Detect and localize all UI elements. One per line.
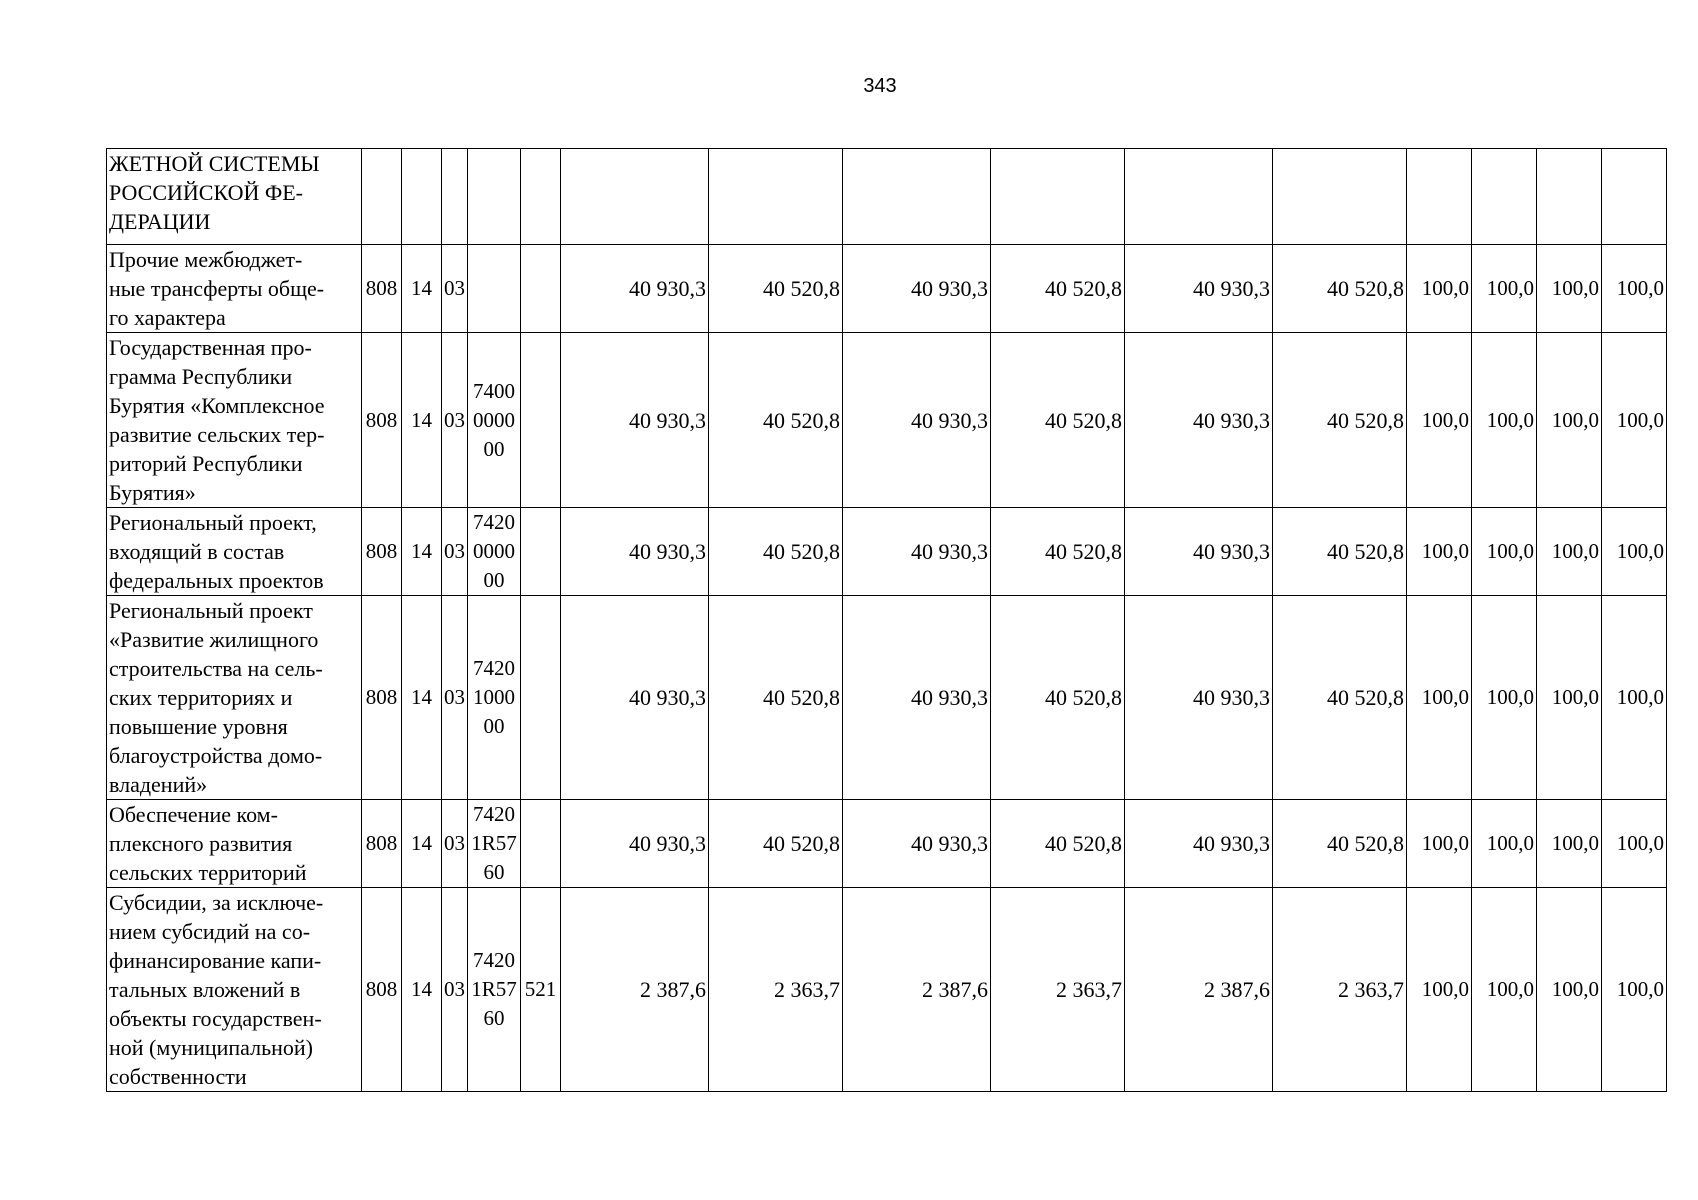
csr-code-line: 60 xyxy=(483,860,505,884)
amount-cell: 40 930,3 xyxy=(1125,245,1273,333)
percent-cell: 100,0 xyxy=(1472,888,1537,1092)
amount-cell: 40 520,8 xyxy=(991,800,1125,888)
percent-cell: 100,0 xyxy=(1407,888,1472,1092)
pr-code: 03 xyxy=(442,888,468,1092)
amount-cell: 2 387,6 xyxy=(561,888,709,1092)
percent-cell: 100,0 xyxy=(1537,800,1602,888)
amount-cell: 40 930,3 xyxy=(1125,508,1273,596)
row-name-line: плексного развития xyxy=(109,831,293,856)
vr-code xyxy=(521,149,561,245)
row-name xyxy=(107,508,362,596)
pr-code: 03 xyxy=(442,596,468,800)
amount-cell xyxy=(991,149,1125,245)
row-name xyxy=(107,333,362,508)
amount-cell: 40 930,3 xyxy=(843,245,991,333)
csr-code-line: 7420 xyxy=(473,510,515,534)
percent-cell xyxy=(1537,149,1602,245)
percent-cell: 100,0 xyxy=(1602,800,1667,888)
table-row xyxy=(107,888,1667,1092)
row-name xyxy=(107,888,362,1092)
csr-code-line: 0000 xyxy=(473,539,515,563)
amount-cell: 40 930,3 xyxy=(1125,800,1273,888)
budget-table xyxy=(106,148,1667,1092)
table-row xyxy=(107,245,1667,333)
amount-cell: 40 930,3 xyxy=(1125,596,1273,800)
row-name-line: владений» xyxy=(109,772,208,797)
percent-cell: 100,0 xyxy=(1602,245,1667,333)
row-name xyxy=(107,596,362,800)
percent-cell: 100,0 xyxy=(1537,508,1602,596)
row-name-line: риторий Республики xyxy=(109,451,303,476)
amount-cell: 40 520,8 xyxy=(709,245,843,333)
percent-cell: 100,0 xyxy=(1407,596,1472,800)
vr-code xyxy=(521,245,561,333)
percent-cell: 100,0 xyxy=(1472,800,1537,888)
vr-code: 521 xyxy=(521,888,561,1092)
row-name-line: Бурятия «Комплексное xyxy=(109,393,325,418)
row-name-line: объекты государствен- xyxy=(109,1006,322,1031)
row-name-line: собственности xyxy=(109,1064,247,1089)
pr-code: 03 xyxy=(442,800,468,888)
row-name-line: сельских территорий xyxy=(109,860,307,885)
percent-cell: 100,0 xyxy=(1602,508,1667,596)
percent-cell: 100,0 xyxy=(1472,508,1537,596)
row-name-line: Прочие межбюджет- xyxy=(109,247,303,272)
row-name xyxy=(107,149,362,245)
percent-cell: 100,0 xyxy=(1407,245,1472,333)
amount-cell: 40 520,8 xyxy=(991,508,1125,596)
percent-cell xyxy=(1602,149,1667,245)
row-name xyxy=(107,800,362,888)
row-name-line: финансирование капи- xyxy=(109,948,322,973)
amount-cell xyxy=(843,149,991,245)
row-name-line: ских территориях и xyxy=(109,685,293,710)
amount-cell: 40 520,8 xyxy=(1273,333,1407,508)
rz-code: 14 xyxy=(402,800,442,888)
csr-code-line: 1R57 xyxy=(471,831,517,855)
row-name-line: Обеспечение ком- xyxy=(109,802,278,827)
gr-code: 808 xyxy=(362,800,402,888)
row-name-line: ДЕРАЦИИ xyxy=(109,209,211,234)
vr-code xyxy=(521,333,561,508)
amount-cell: 2 363,7 xyxy=(991,888,1125,1092)
pr-code xyxy=(442,149,468,245)
amount-cell xyxy=(561,149,709,245)
row-name-line: повышение уровня xyxy=(109,714,288,739)
csr-code xyxy=(468,149,521,245)
csr-code xyxy=(468,333,521,508)
amount-cell: 40 930,3 xyxy=(561,800,709,888)
amount-cell: 40 520,8 xyxy=(1273,596,1407,800)
amount-cell xyxy=(709,149,843,245)
amount-cell: 40 520,8 xyxy=(991,245,1125,333)
row-name-line: развитие сельских тер- xyxy=(109,422,325,447)
amount-cell: 40 930,3 xyxy=(561,508,709,596)
row-name-line: Субсидии, за исключе- xyxy=(109,890,324,915)
percent-cell: 100,0 xyxy=(1602,596,1667,800)
gr-code: 808 xyxy=(362,245,402,333)
percent-cell xyxy=(1407,149,1472,245)
row-name-line: входящий в состав xyxy=(109,539,285,564)
csr-code-line: 7420 xyxy=(473,656,515,680)
table-row xyxy=(107,508,1667,596)
csr-code-line: 0000 xyxy=(473,407,515,432)
row-name-line: «Развитие жилищного xyxy=(109,627,319,652)
amount-cell: 40 520,8 xyxy=(709,333,843,508)
row-name-line: Региональный проект xyxy=(109,598,313,623)
row-name-line: ной (муниципальной) xyxy=(109,1035,314,1060)
gr-code: 808 xyxy=(362,508,402,596)
row-name-line: Бурятия» xyxy=(109,480,196,505)
row-name-line: тальных вложений в xyxy=(109,977,301,1002)
rz-code: 14 xyxy=(402,245,442,333)
row-name-line: грамма Республики xyxy=(109,364,293,389)
vr-code xyxy=(521,800,561,888)
gr-code: 808 xyxy=(362,596,402,800)
table-row xyxy=(107,333,1667,508)
row-name-line: РОССИЙСКОЙ ФЕ- xyxy=(109,180,304,205)
table-row xyxy=(107,800,1667,888)
csr-code xyxy=(468,508,521,596)
row-name-line: Государственная про- xyxy=(109,335,312,360)
percent-cell: 100,0 xyxy=(1472,245,1537,333)
pr-code: 03 xyxy=(442,245,468,333)
amount-cell: 40 520,8 xyxy=(991,596,1125,800)
amount-cell: 40 930,3 xyxy=(843,596,991,800)
amount-cell: 40 520,8 xyxy=(709,800,843,888)
amount-cell: 40 930,3 xyxy=(561,596,709,800)
csr-code-line: 7420 xyxy=(473,802,515,826)
rz-code: 14 xyxy=(402,888,442,1092)
row-name-line: Региональный проект, xyxy=(109,510,317,535)
csr-code-line: 7400 xyxy=(473,378,515,403)
row-name-line: благоустройства домо- xyxy=(109,743,323,768)
amount-cell: 2 363,7 xyxy=(1273,888,1407,1092)
amount-cell: 40 930,3 xyxy=(843,508,991,596)
amount-cell: 40 930,3 xyxy=(561,333,709,508)
amount-cell: 2 363,7 xyxy=(709,888,843,1092)
csr-code-line: 00 xyxy=(483,436,505,461)
amount-cell xyxy=(1273,149,1407,245)
table-body xyxy=(107,149,1667,1092)
percent-cell: 100,0 xyxy=(1602,888,1667,1092)
csr-code xyxy=(468,245,521,333)
vr-code xyxy=(521,596,561,800)
csr-code xyxy=(468,596,521,800)
page-number: 343 xyxy=(863,75,897,97)
row-name xyxy=(107,245,362,333)
row-name-line: федеральных проектов xyxy=(109,568,324,593)
percent-cell: 100,0 xyxy=(1537,596,1602,800)
amount-cell: 40 520,8 xyxy=(1273,508,1407,596)
percent-cell: 100,0 xyxy=(1537,333,1602,508)
table-row xyxy=(107,149,1667,245)
amount-cell: 40 520,8 xyxy=(709,596,843,800)
pr-code: 03 xyxy=(442,333,468,508)
amount-cell: 40 930,3 xyxy=(843,333,991,508)
amount-cell: 2 387,6 xyxy=(843,888,991,1092)
amount-cell: 40 520,8 xyxy=(709,508,843,596)
csr-code-line: 1000 xyxy=(473,685,515,709)
vr-code xyxy=(521,508,561,596)
amount-cell: 40 520,8 xyxy=(991,333,1125,508)
gr-code: 808 xyxy=(362,333,402,508)
amount-cell: 40 520,8 xyxy=(1273,245,1407,333)
row-name-line: строительства на сель- xyxy=(109,656,323,681)
amount-cell xyxy=(1125,149,1273,245)
percent-cell: 100,0 xyxy=(1472,596,1537,800)
percent-cell: 100,0 xyxy=(1407,333,1472,508)
percent-cell: 100,0 xyxy=(1537,888,1602,1092)
gr-code: 808 xyxy=(362,888,402,1092)
csr-code-line: 1R57 xyxy=(471,977,517,1001)
rz-code xyxy=(402,149,442,245)
percent-cell: 100,0 xyxy=(1602,333,1667,508)
amount-cell: 2 387,6 xyxy=(1125,888,1273,1092)
amount-cell: 40 520,8 xyxy=(1273,800,1407,888)
csr-code-line: 00 xyxy=(483,568,505,592)
table-row xyxy=(107,596,1667,800)
csr-code-line: 60 xyxy=(483,1006,505,1030)
pr-code: 03 xyxy=(442,508,468,596)
percent-cell: 100,0 xyxy=(1407,508,1472,596)
rz-code: 14 xyxy=(402,596,442,800)
row-name-line: го характера xyxy=(109,305,226,330)
csr-code xyxy=(468,800,521,888)
percent-cell: 100,0 xyxy=(1472,333,1537,508)
percent-cell: 100,0 xyxy=(1407,800,1472,888)
amount-cell: 40 930,3 xyxy=(1125,333,1273,508)
percent-cell xyxy=(1472,149,1537,245)
csr-code-line: 00 xyxy=(483,714,505,738)
rz-code: 14 xyxy=(402,333,442,508)
csr-code xyxy=(468,888,521,1092)
row-name-line: ные трансферты обще- xyxy=(109,276,325,301)
amount-cell: 40 930,3 xyxy=(843,800,991,888)
rz-code: 14 xyxy=(402,508,442,596)
csr-code-line: 7420 xyxy=(473,948,515,972)
amount-cell: 40 930,3 xyxy=(561,245,709,333)
row-name-line: ЖЕТНОЙ СИСТЕМЫ xyxy=(109,151,320,176)
row-name-line: нием субсидий на со- xyxy=(109,919,311,944)
percent-cell: 100,0 xyxy=(1537,245,1602,333)
gr-code xyxy=(362,149,402,245)
